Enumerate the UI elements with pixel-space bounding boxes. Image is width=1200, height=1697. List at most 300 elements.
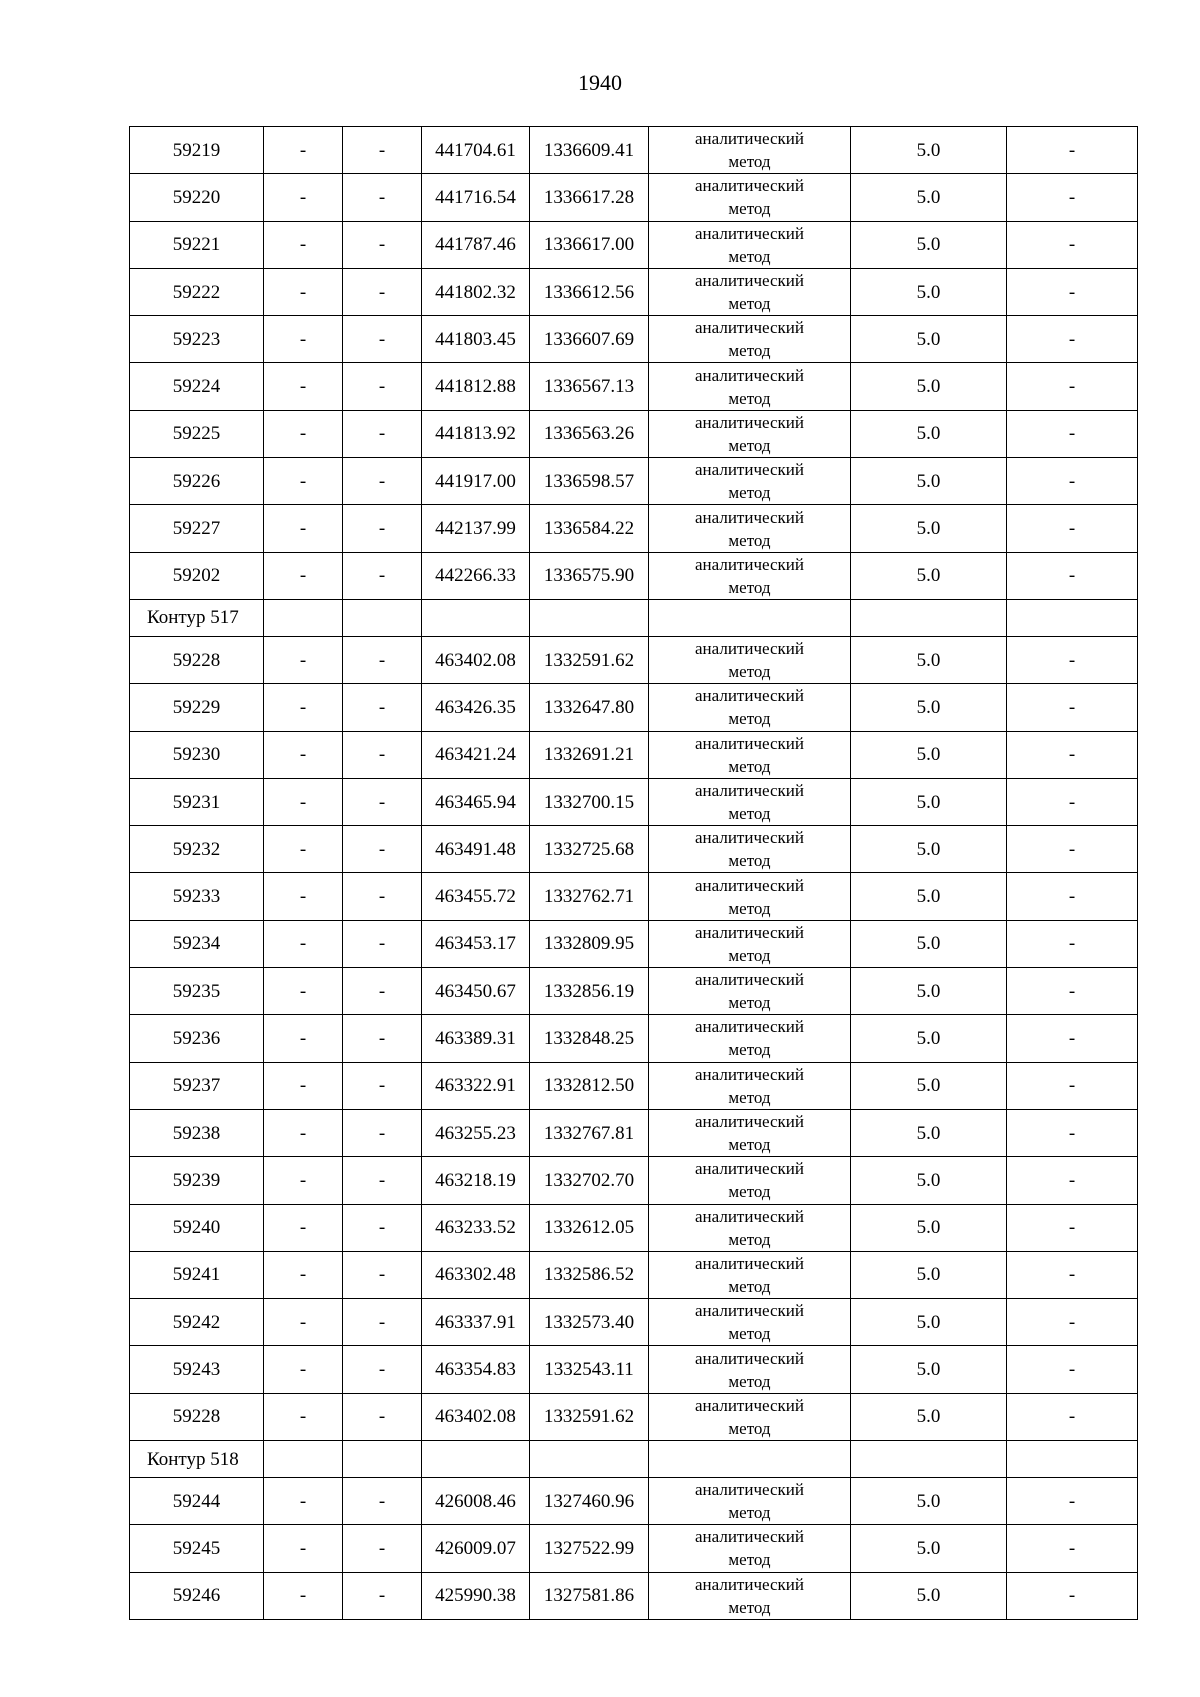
column-3-cell: - bbox=[343, 458, 422, 505]
coordinate-x-cell: 463491.48 bbox=[422, 826, 530, 873]
method-cell bbox=[649, 316, 851, 363]
column-2-cell: - bbox=[264, 778, 343, 825]
last-column-cell: - bbox=[1007, 221, 1138, 268]
last-column-cell: - bbox=[1007, 363, 1138, 410]
table-row bbox=[130, 1251, 1138, 1298]
column-3-cell: - bbox=[343, 968, 422, 1015]
table-row bbox=[130, 363, 1138, 410]
accuracy-cell: 5.0 bbox=[851, 221, 1007, 268]
table-row bbox=[130, 1393, 1138, 1440]
column-3-cell: - bbox=[343, 1251, 422, 1298]
point-number-cell: 59245 bbox=[130, 1525, 264, 1572]
accuracy-cell: 5.0 bbox=[851, 1525, 1007, 1572]
column-2-cell: - bbox=[264, 1572, 343, 1619]
point-number-cell: 59228 bbox=[130, 636, 264, 683]
coordinate-x-cell: 463233.52 bbox=[422, 1204, 530, 1251]
column-2-cell: - bbox=[264, 1062, 343, 1109]
coordinate-y-cell: 1332591.62 bbox=[530, 1393, 649, 1440]
empty-cell bbox=[851, 1441, 1007, 1478]
column-2-cell: - bbox=[264, 731, 343, 778]
coordinate-y-cell: 1327522.99 bbox=[530, 1525, 649, 1572]
coordinate-y-cell: 1332612.05 bbox=[530, 1204, 649, 1251]
method-cell bbox=[649, 1062, 851, 1109]
point-number-cell: 59228 bbox=[130, 1393, 264, 1440]
column-2-cell: - bbox=[264, 505, 343, 552]
method-text-line: метод bbox=[728, 152, 771, 172]
column-2-cell: - bbox=[264, 1251, 343, 1298]
coordinate-y-cell: 1332691.21 bbox=[530, 731, 649, 778]
column-3-cell: - bbox=[343, 1062, 422, 1109]
column-3-cell: - bbox=[343, 127, 422, 174]
method-cell bbox=[649, 363, 851, 410]
method-cell bbox=[649, 505, 851, 552]
method-cell bbox=[649, 778, 851, 825]
table-row bbox=[130, 458, 1138, 505]
column-3-cell: - bbox=[343, 1109, 422, 1156]
method-text-line: метод bbox=[728, 1324, 771, 1344]
table-row bbox=[130, 221, 1138, 268]
column-3-cell: - bbox=[343, 1346, 422, 1393]
table-row bbox=[130, 636, 1138, 683]
column-2-cell: - bbox=[264, 410, 343, 457]
accuracy-cell: 5.0 bbox=[851, 1346, 1007, 1393]
method-text-line: метод bbox=[728, 577, 771, 597]
coordinate-x-cell: 441716.54 bbox=[422, 174, 530, 221]
coordinate-x-cell: 463402.08 bbox=[422, 1393, 530, 1440]
method-text-line: метод bbox=[728, 388, 771, 408]
last-column-cell: - bbox=[1007, 873, 1138, 920]
method-text-line: аналитический bbox=[695, 1159, 804, 1179]
method-text-line: метод bbox=[728, 945, 771, 965]
column-3-cell: - bbox=[343, 1525, 422, 1572]
point-number-cell: 59238 bbox=[130, 1109, 264, 1156]
method-text-line: аналитический bbox=[695, 129, 804, 149]
method-cell bbox=[649, 458, 851, 505]
method-cell bbox=[649, 873, 851, 920]
last-column-cell: - bbox=[1007, 1157, 1138, 1204]
coordinate-x-cell: 463453.17 bbox=[422, 920, 530, 967]
point-number-cell: 59224 bbox=[130, 363, 264, 410]
point-number-cell: 59243 bbox=[130, 1346, 264, 1393]
method-text-line: метод bbox=[728, 1040, 771, 1060]
method-text-line: аналитический bbox=[695, 639, 804, 659]
method-text-line: метод bbox=[728, 246, 771, 266]
coordinate-x-cell: 442266.33 bbox=[422, 552, 530, 599]
coordinate-x-cell: 463322.91 bbox=[422, 1062, 530, 1109]
method-text-line: метод bbox=[728, 1418, 771, 1438]
table-row bbox=[130, 684, 1138, 731]
column-3-cell: - bbox=[343, 778, 422, 825]
coordinate-y-cell: 1332725.68 bbox=[530, 826, 649, 873]
coordinate-x-cell: 441803.45 bbox=[422, 316, 530, 363]
method-text-line: аналитический bbox=[695, 781, 804, 800]
coordinate-y-cell: 1336598.57 bbox=[530, 458, 649, 505]
table-row bbox=[130, 1015, 1138, 1062]
method-text-line: метод bbox=[728, 1597, 771, 1617]
coordinate-y-cell: 1336563.26 bbox=[530, 410, 649, 457]
last-column-cell: - bbox=[1007, 920, 1138, 967]
method-cell bbox=[649, 1393, 851, 1440]
method-text-line: аналитический bbox=[695, 507, 804, 527]
accuracy-cell: 5.0 bbox=[851, 1572, 1007, 1619]
method-text-line: метод bbox=[728, 709, 771, 729]
table-row bbox=[130, 1572, 1138, 1619]
method-text-line: аналитический bbox=[695, 460, 804, 480]
coordinate-y-cell: 1336612.56 bbox=[530, 268, 649, 315]
method-text-line: аналитический bbox=[695, 318, 804, 338]
coordinate-x-cell: 442137.99 bbox=[422, 505, 530, 552]
coordinate-y-cell: 1332856.19 bbox=[530, 968, 649, 1015]
page-number: 1940 bbox=[578, 70, 622, 95]
method-text-line: аналитический bbox=[695, 1301, 804, 1321]
coordinate-y-cell: 1332809.95 bbox=[530, 920, 649, 967]
contour-label: Контур 518 bbox=[130, 1441, 264, 1478]
last-column-cell: - bbox=[1007, 1572, 1138, 1619]
coordinate-x-cell: 441813.92 bbox=[422, 410, 530, 457]
accuracy-cell: 5.0 bbox=[851, 1251, 1007, 1298]
last-column-cell: - bbox=[1007, 826, 1138, 873]
last-column-cell: - bbox=[1007, 552, 1138, 599]
point-number-cell: 59202 bbox=[130, 552, 264, 599]
coordinate-x-cell: 441917.00 bbox=[422, 458, 530, 505]
column-2-cell: - bbox=[264, 968, 343, 1015]
coordinate-x-cell: 425990.38 bbox=[422, 1572, 530, 1619]
table-row bbox=[130, 1346, 1138, 1393]
column-2-cell: - bbox=[264, 684, 343, 731]
table-row bbox=[130, 268, 1138, 315]
accuracy-cell: 5.0 bbox=[851, 1299, 1007, 1346]
accuracy-cell: 5.0 bbox=[851, 1204, 1007, 1251]
method-cell bbox=[649, 1525, 851, 1572]
empty-cell bbox=[343, 1441, 422, 1478]
coordinate-y-cell: 1336584.22 bbox=[530, 505, 649, 552]
table-row bbox=[130, 127, 1138, 174]
method-cell bbox=[649, 268, 851, 315]
column-3-cell: - bbox=[343, 826, 422, 873]
method-cell bbox=[649, 1204, 851, 1251]
method-cell bbox=[649, 1299, 851, 1346]
empty-cell bbox=[1007, 1441, 1138, 1478]
point-number-cell: 59223 bbox=[130, 316, 264, 363]
method-cell bbox=[649, 174, 851, 221]
method-text-line: метод bbox=[728, 1276, 771, 1296]
method-text-line: аналитический bbox=[695, 176, 804, 196]
column-3-cell: - bbox=[343, 1478, 422, 1525]
accuracy-cell: 5.0 bbox=[851, 268, 1007, 315]
coordinate-x-cell: 441802.32 bbox=[422, 268, 530, 315]
method-cell bbox=[649, 410, 851, 457]
last-column-cell: - bbox=[1007, 1109, 1138, 1156]
accuracy-cell: 5.0 bbox=[851, 1157, 1007, 1204]
accuracy-cell: 5.0 bbox=[851, 684, 1007, 731]
method-cell bbox=[649, 684, 851, 731]
method-text-line: аналитический bbox=[695, 365, 804, 385]
method-text-line: метод bbox=[728, 804, 771, 823]
column-3-cell: - bbox=[343, 873, 422, 920]
column-3-cell: - bbox=[343, 221, 422, 268]
table-row bbox=[130, 873, 1138, 920]
column-3-cell: - bbox=[343, 636, 422, 683]
point-number-cell: 59232 bbox=[130, 826, 264, 873]
accuracy-cell: 5.0 bbox=[851, 363, 1007, 410]
last-column-cell: - bbox=[1007, 1478, 1138, 1525]
column-3-cell: - bbox=[343, 1157, 422, 1204]
coordinate-x-cell: 463421.24 bbox=[422, 731, 530, 778]
column-3-cell: - bbox=[343, 1204, 422, 1251]
last-column-cell: - bbox=[1007, 1525, 1138, 1572]
table-row bbox=[130, 174, 1138, 221]
point-number-cell: 59226 bbox=[130, 458, 264, 505]
method-cell bbox=[649, 1157, 851, 1204]
accuracy-cell: 5.0 bbox=[851, 873, 1007, 920]
coordinate-y-cell: 1332848.25 bbox=[530, 1015, 649, 1062]
last-column-cell: - bbox=[1007, 1251, 1138, 1298]
point-number-cell: 59230 bbox=[130, 731, 264, 778]
accuracy-cell: 5.0 bbox=[851, 731, 1007, 778]
accuracy-cell: 5.0 bbox=[851, 1478, 1007, 1525]
table-row bbox=[130, 920, 1138, 967]
method-cell bbox=[649, 731, 851, 778]
method-cell bbox=[649, 1251, 851, 1298]
method-text-line: метод bbox=[728, 662, 771, 682]
coordinate-y-cell: 1332762.71 bbox=[530, 873, 649, 920]
column-3-cell: - bbox=[343, 684, 422, 731]
column-2-cell: - bbox=[264, 458, 343, 505]
column-3-cell: - bbox=[343, 268, 422, 315]
method-text-line: метод bbox=[728, 1550, 771, 1570]
coordinate-x-cell: 463354.83 bbox=[422, 1346, 530, 1393]
column-3-cell: - bbox=[343, 731, 422, 778]
table-row bbox=[130, 1299, 1138, 1346]
column-3-cell: - bbox=[343, 410, 422, 457]
point-number-cell: 59235 bbox=[130, 968, 264, 1015]
last-column-cell: - bbox=[1007, 778, 1138, 825]
coordinate-y-cell: 1336617.00 bbox=[530, 221, 649, 268]
method-text-line: метод bbox=[728, 1087, 771, 1107]
coordinate-y-cell: 1332700.15 bbox=[530, 778, 649, 825]
table-row bbox=[130, 731, 1138, 778]
method-text-line: аналитический bbox=[695, 223, 804, 243]
accuracy-cell: 5.0 bbox=[851, 920, 1007, 967]
method-text-line: метод bbox=[728, 1135, 771, 1155]
coordinate-y-cell: 1336617.28 bbox=[530, 174, 649, 221]
coordinate-x-cell: 463302.48 bbox=[422, 1251, 530, 1298]
method-text-line: аналитический bbox=[695, 1206, 804, 1226]
last-column-cell: - bbox=[1007, 174, 1138, 221]
point-number-cell: 59229 bbox=[130, 684, 264, 731]
empty-cell bbox=[1007, 599, 1138, 636]
point-number-cell: 59242 bbox=[130, 1299, 264, 1346]
table-row bbox=[130, 968, 1138, 1015]
point-number-cell: 59220 bbox=[130, 174, 264, 221]
last-column-cell: - bbox=[1007, 410, 1138, 457]
point-number-cell: 59246 bbox=[130, 1572, 264, 1619]
coordinates-table bbox=[129, 126, 1138, 1620]
point-number-cell: 59222 bbox=[130, 268, 264, 315]
point-number-cell: 59221 bbox=[130, 221, 264, 268]
coordinate-x-cell: 463337.91 bbox=[422, 1299, 530, 1346]
method-text-line: аналитический bbox=[695, 554, 804, 574]
column-3-cell: - bbox=[343, 1299, 422, 1346]
method-text-line: метод bbox=[728, 199, 771, 219]
coordinate-y-cell: 1336607.69 bbox=[530, 316, 649, 363]
coordinate-x-cell: 463455.72 bbox=[422, 873, 530, 920]
point-number-cell: 59219 bbox=[130, 127, 264, 174]
point-number-cell: 59225 bbox=[130, 410, 264, 457]
method-text-line: метод bbox=[728, 435, 771, 455]
point-number-cell: 59244 bbox=[130, 1478, 264, 1525]
point-number-cell: 59241 bbox=[130, 1251, 264, 1298]
last-column-cell: - bbox=[1007, 268, 1138, 315]
method-text-line: аналитический bbox=[695, 1253, 804, 1273]
point-number-cell: 59234 bbox=[130, 920, 264, 967]
coordinate-x-cell: 463402.08 bbox=[422, 636, 530, 683]
method-cell bbox=[649, 968, 851, 1015]
contour-label: Контур 517 bbox=[130, 599, 264, 636]
column-2-cell: - bbox=[264, 1346, 343, 1393]
method-cell bbox=[649, 920, 851, 967]
point-number-cell: 59240 bbox=[130, 1204, 264, 1251]
empty-cell bbox=[422, 599, 530, 636]
method-text-line: аналитический bbox=[695, 922, 804, 942]
table-row bbox=[130, 1478, 1138, 1525]
accuracy-cell: 5.0 bbox=[851, 316, 1007, 363]
method-cell bbox=[649, 826, 851, 873]
empty-cell bbox=[649, 1441, 851, 1478]
coordinate-x-cell: 441704.61 bbox=[422, 127, 530, 174]
table-row bbox=[130, 552, 1138, 599]
method-text-line: аналитический bbox=[695, 1348, 804, 1368]
coordinate-x-cell: 463426.35 bbox=[422, 684, 530, 731]
method-text-line: метод bbox=[728, 1371, 771, 1391]
point-number-cell: 59227 bbox=[130, 505, 264, 552]
coordinate-x-cell: 441787.46 bbox=[422, 221, 530, 268]
column-3-cell: - bbox=[343, 1572, 422, 1619]
method-text-line: аналитический bbox=[695, 412, 804, 432]
accuracy-cell: 5.0 bbox=[851, 778, 1007, 825]
accuracy-cell: 5.0 bbox=[851, 636, 1007, 683]
accuracy-cell: 5.0 bbox=[851, 968, 1007, 1015]
method-text-line: аналитический bbox=[695, 1527, 804, 1547]
table-row bbox=[130, 505, 1138, 552]
method-cell bbox=[649, 1015, 851, 1062]
accuracy-cell: 5.0 bbox=[851, 127, 1007, 174]
method-text-line: аналитический bbox=[695, 1064, 804, 1084]
column-2-cell: - bbox=[264, 268, 343, 315]
column-2-cell: - bbox=[264, 363, 343, 410]
method-text-line: аналитический bbox=[695, 1574, 804, 1594]
accuracy-cell: 5.0 bbox=[851, 826, 1007, 873]
table-body bbox=[130, 127, 1138, 1620]
method-cell bbox=[649, 1478, 851, 1525]
column-2-cell: - bbox=[264, 873, 343, 920]
point-number-cell: 59231 bbox=[130, 778, 264, 825]
coordinate-y-cell: 1332647.80 bbox=[530, 684, 649, 731]
column-2-cell: - bbox=[264, 1525, 343, 1572]
method-text-line: метод bbox=[728, 851, 771, 871]
accuracy-cell: 5.0 bbox=[851, 174, 1007, 221]
point-number-cell: 59233 bbox=[130, 873, 264, 920]
method-text-line: метод bbox=[728, 1503, 771, 1523]
contour-header-row bbox=[130, 599, 1138, 636]
column-2-cell: - bbox=[264, 1204, 343, 1251]
coordinate-y-cell: 1332573.40 bbox=[530, 1299, 649, 1346]
table-row bbox=[130, 1062, 1138, 1109]
last-column-cell: - bbox=[1007, 684, 1138, 731]
table-row bbox=[130, 1204, 1138, 1251]
column-2-cell: - bbox=[264, 1299, 343, 1346]
last-column-cell: - bbox=[1007, 458, 1138, 505]
column-3-cell: - bbox=[343, 552, 422, 599]
table-row bbox=[130, 826, 1138, 873]
accuracy-cell: 5.0 bbox=[851, 505, 1007, 552]
method-cell bbox=[649, 1109, 851, 1156]
column-3-cell: - bbox=[343, 505, 422, 552]
coordinate-x-cell: 463218.19 bbox=[422, 1157, 530, 1204]
empty-cell bbox=[530, 1441, 649, 1478]
last-column-cell: - bbox=[1007, 1346, 1138, 1393]
coordinate-y-cell: 1327460.96 bbox=[530, 1478, 649, 1525]
column-3-cell: - bbox=[343, 174, 422, 221]
table-row bbox=[130, 316, 1138, 363]
column-2-cell: - bbox=[264, 1109, 343, 1156]
empty-cell bbox=[422, 1441, 530, 1478]
method-text-line: метод bbox=[728, 483, 771, 503]
coordinate-x-cell: 463389.31 bbox=[422, 1015, 530, 1062]
method-cell bbox=[649, 1572, 851, 1619]
method-text-line: аналитический bbox=[695, 875, 804, 895]
column-2-cell: - bbox=[264, 221, 343, 268]
method-cell bbox=[649, 1346, 851, 1393]
method-cell bbox=[649, 127, 851, 174]
method-text-line: аналитический bbox=[695, 1480, 804, 1500]
last-column-cell: - bbox=[1007, 636, 1138, 683]
method-text-line: метод bbox=[728, 993, 771, 1013]
contour-header-row bbox=[130, 1441, 1138, 1478]
coordinate-y-cell: 1332591.62 bbox=[530, 636, 649, 683]
column-3-cell: - bbox=[343, 1015, 422, 1062]
accuracy-cell: 5.0 bbox=[851, 458, 1007, 505]
empty-cell bbox=[851, 599, 1007, 636]
coordinate-y-cell: 1332543.11 bbox=[530, 1346, 649, 1393]
table-row bbox=[130, 1109, 1138, 1156]
last-column-cell: - bbox=[1007, 968, 1138, 1015]
accuracy-cell: 5.0 bbox=[851, 552, 1007, 599]
method-text-line: аналитический bbox=[695, 686, 804, 706]
column-3-cell: - bbox=[343, 316, 422, 363]
accuracy-cell: 5.0 bbox=[851, 410, 1007, 457]
column-2-cell: - bbox=[264, 920, 343, 967]
last-column-cell: - bbox=[1007, 1015, 1138, 1062]
method-text-line: аналитический bbox=[695, 733, 804, 753]
last-column-cell: - bbox=[1007, 127, 1138, 174]
method-text-line: аналитический bbox=[695, 1017, 804, 1037]
column-2-cell: - bbox=[264, 1478, 343, 1525]
method-cell bbox=[649, 221, 851, 268]
column-2-cell: - bbox=[264, 174, 343, 221]
last-column-cell: - bbox=[1007, 1299, 1138, 1346]
empty-cell bbox=[343, 599, 422, 636]
last-column-cell: - bbox=[1007, 316, 1138, 363]
last-column-cell: - bbox=[1007, 731, 1138, 778]
coordinate-y-cell: 1336609.41 bbox=[530, 127, 649, 174]
empty-cell bbox=[264, 1441, 343, 1478]
coordinate-x-cell: 426009.07 bbox=[422, 1525, 530, 1572]
coordinate-x-cell: 463450.67 bbox=[422, 968, 530, 1015]
method-text-line: аналитический bbox=[695, 828, 804, 848]
accuracy-cell: 5.0 bbox=[851, 1393, 1007, 1440]
last-column-cell: - bbox=[1007, 1393, 1138, 1440]
